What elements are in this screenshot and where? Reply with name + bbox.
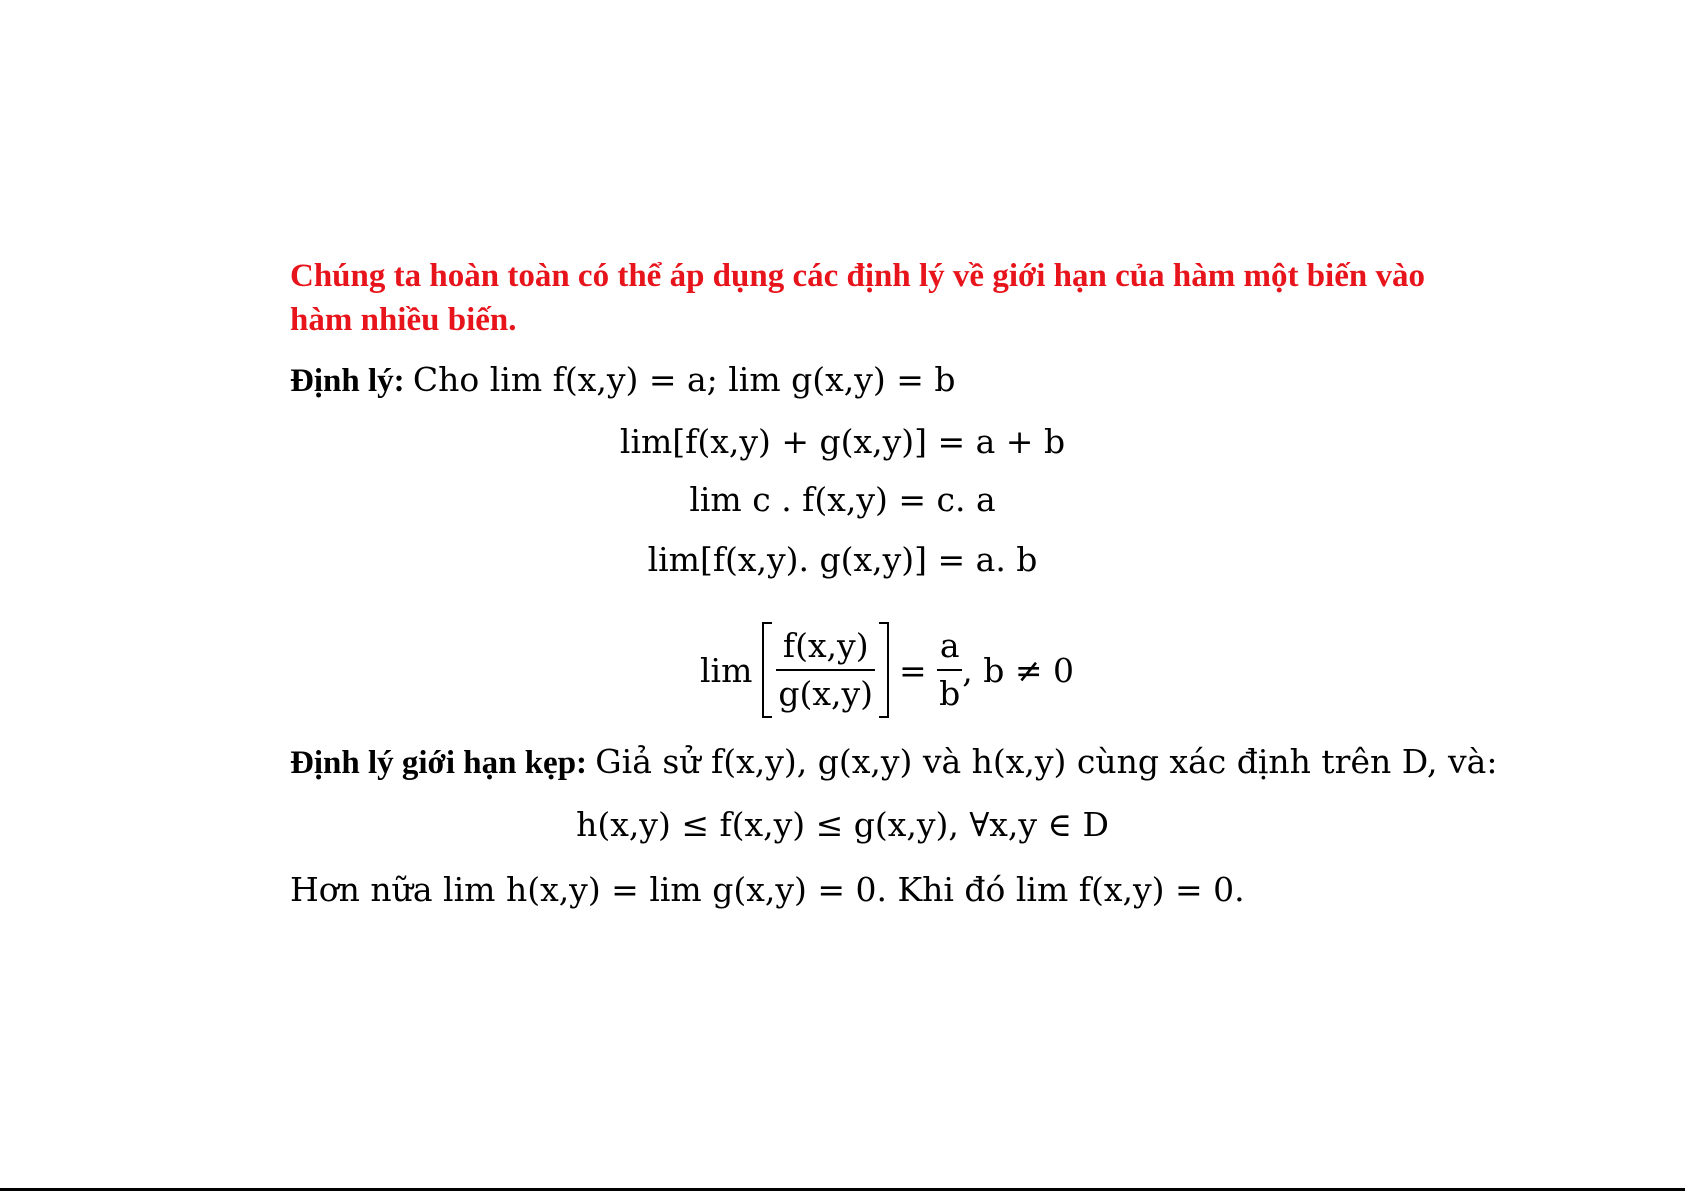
theorem-limits [290,358,956,403]
quotient-fraction [776,625,875,715]
formula-scalar: lim c . f(x,y) = c. a [689,480,996,519]
theorem-label: Định lý: [290,363,405,399]
squeeze-theorem [290,740,1497,785]
right-bracket [879,622,889,718]
squeeze-inequality: h(x,y) ≤ f(x,y) ≤ g(x,y), ∀x,y ∈ D [576,805,1109,844]
fraction-numerator: f(x,y) [782,626,869,665]
quotient-lim: lim [700,650,753,690]
result-denominator: b [937,669,962,715]
result-numerator: a [939,626,960,665]
formula-product: lim[f(x,y). g(x,y)] = a. b [647,540,1038,579]
slide-heading: Chúng ta hoàn toàn có thể áp dụng các định lý về giới hạn của hàm một biến vào hàm nhiều biến. [290,258,1425,338]
squeeze-label: Định lý giới hạn kẹp: [290,745,588,781]
formula-quotient [700,620,1074,720]
left-bracket [762,622,772,718]
quotient-condition: , b ≠ 0 [962,650,1075,690]
squeeze-statement: Giả sử f(x,y), g(x,y) và h(x,y) cùng xác định trên D, và: [595,742,1498,781]
theorem-statement: Cho lim f(x,y) = a; lim g(x,y) = b [412,360,956,399]
formula-sum: lim[f(x,y) + g(x,y)] = a + b [619,422,1066,461]
equals-sign: = [899,650,938,690]
result-fraction [937,625,962,715]
squeeze-conclusion: Hơn nữa lim h(x,y) = lim g(x,y) = 0. Khi đó lim f(x,y) = 0. [290,870,1245,909]
fraction-denominator: g(x,y) [776,669,875,715]
